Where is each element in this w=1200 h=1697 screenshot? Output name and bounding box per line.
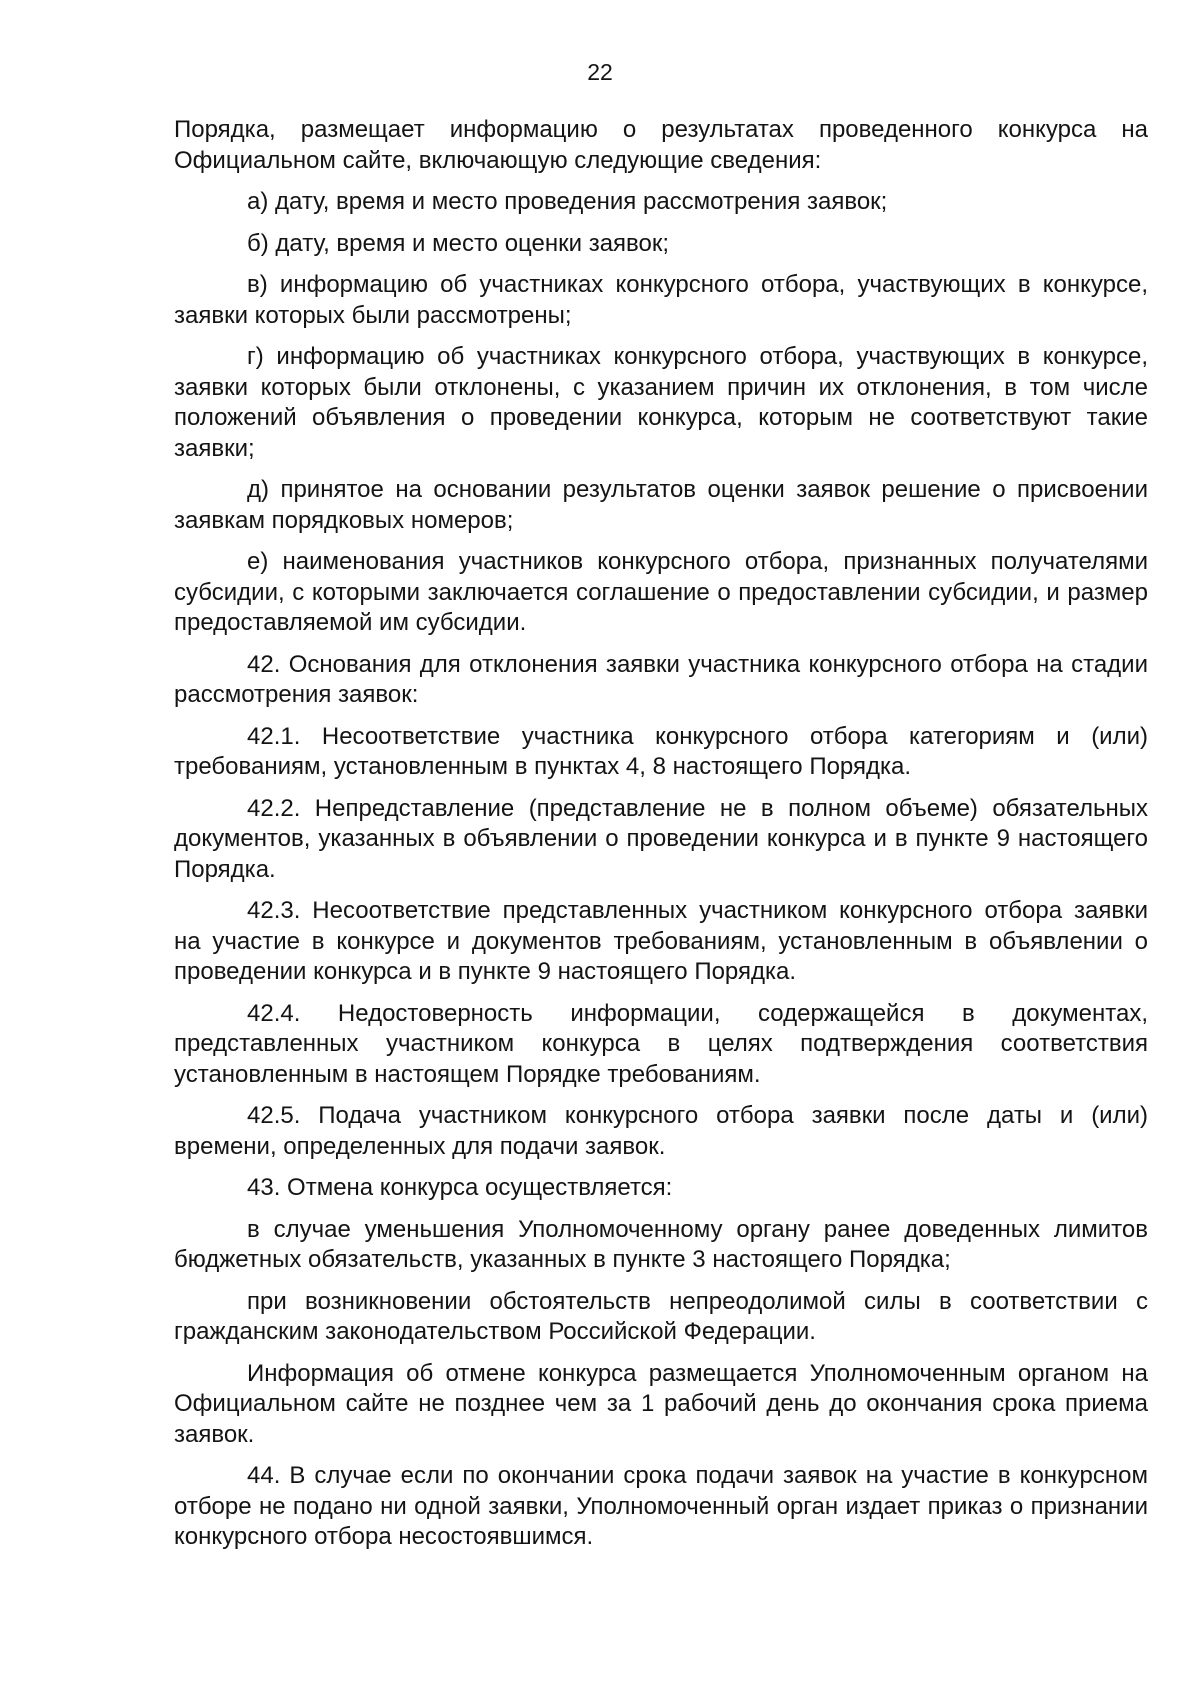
paragraph-item-g: г) информацию об участниках конкурсного отбора, участвующих в конкурсе, заявки которых были отклонены, с указанием причин их отклонения, в том числе положений объявления о проведении конкурса, которым не соответствуют такие заявки; [174, 343, 1148, 462]
paragraph-item-v: в) информацию об участниках конкурсного отбора, участвующих в конкурсе, заявки которых были рассмотрены; [174, 271, 1148, 329]
paragraph-clause-42-1: 42.1. Несоответствие участника конкурсного отбора категориям и (или) требованиям, установленным в пунктах 4, 8 настоящего Порядка. [174, 722, 1148, 780]
paragraph-clause-43-case-1: в случае уменьшения Уполномоченному органу ранее доведенных лимитов бюджетных обязательств, указанных в пункте 3 настоящего Порядка; [174, 1215, 1148, 1273]
paragraph-clause-42-3: 42.3. Несоответствие представленных участником конкурсного отбора заявки на участие в конкурсе и документов требованиям, установленным в объявлении о проведении конкурса и в пункте 9 настоящего Порядка. [174, 897, 1148, 985]
paragraph-clause-43-case-2: при возникновении обстоятельств непреодолимой силы в соответствии с гражданским законодательством Российской Федерации. [174, 1287, 1148, 1345]
paragraph-clause-42-2: 42.2. Непредставление (представление не в полном объеме) обязательных документов, указанных в объявлении о проведении конкурса и в пункте 9 настоящего Порядка. [174, 794, 1148, 883]
page-number: 22 [587, 59, 613, 85]
paragraph-clause-42-5: 42.5. Подача участником конкурсного отбора заявки после даты и (или) времени, определенных для подачи заявок. [174, 1102, 1148, 1160]
document-body [174, 115, 1148, 1564]
paragraph-item-b: б) дату, время и место оценки заявок; [247, 229, 670, 257]
paragraph-item-d: д) принятое на основании результатов оценки заявок решение о присвоении заявкам порядковых номеров; [174, 476, 1148, 534]
paragraph-item-e: е) наименования участников конкурсного отбора, признанных получателями субсидии, с которыми заключается соглашение о предоставлении субсидии, и размер предоставляемой им субсидии. [174, 548, 1148, 636]
paragraph-clause-43: 43. Отмена конкурса осуществляется: [247, 1174, 673, 1201]
paragraph-clause-42: 42. Основания для отклонения заявки участника конкурсного отбора на стадии рассмотрения заявок: [174, 650, 1148, 708]
paragraph-clause-42-4: 42.4. Недостоверность информации, содержащейся в документах, представленных участником конкурса в целях подтверждения соответствия установленным в настоящем Порядке требованиям. [174, 999, 1148, 1088]
paragraph-cancellation-notice: Информация об отмене конкурса размещается Уполномоченным органом на Официальном сайте не позднее чем за 1 рабочий день до окончания срока приема заявок. [174, 1359, 1148, 1448]
paragraph-clause-44: 44. В случае если по окончании срока подачи заявок на участие в конкурсном отборе не подано ни одной заявки, Уполномоченный орган издает приказ о признании конкурсного отбора несостоявшимся. [174, 1462, 1148, 1550]
paragraph-continuation: Порядка, размещает информацию о результатах проведенного конкурса на Официальном сайте, включающую следующие сведения: [174, 116, 1148, 174]
paragraph-item-a: а) дату, время и место проведения рассмотрения заявок; [247, 188, 888, 215]
